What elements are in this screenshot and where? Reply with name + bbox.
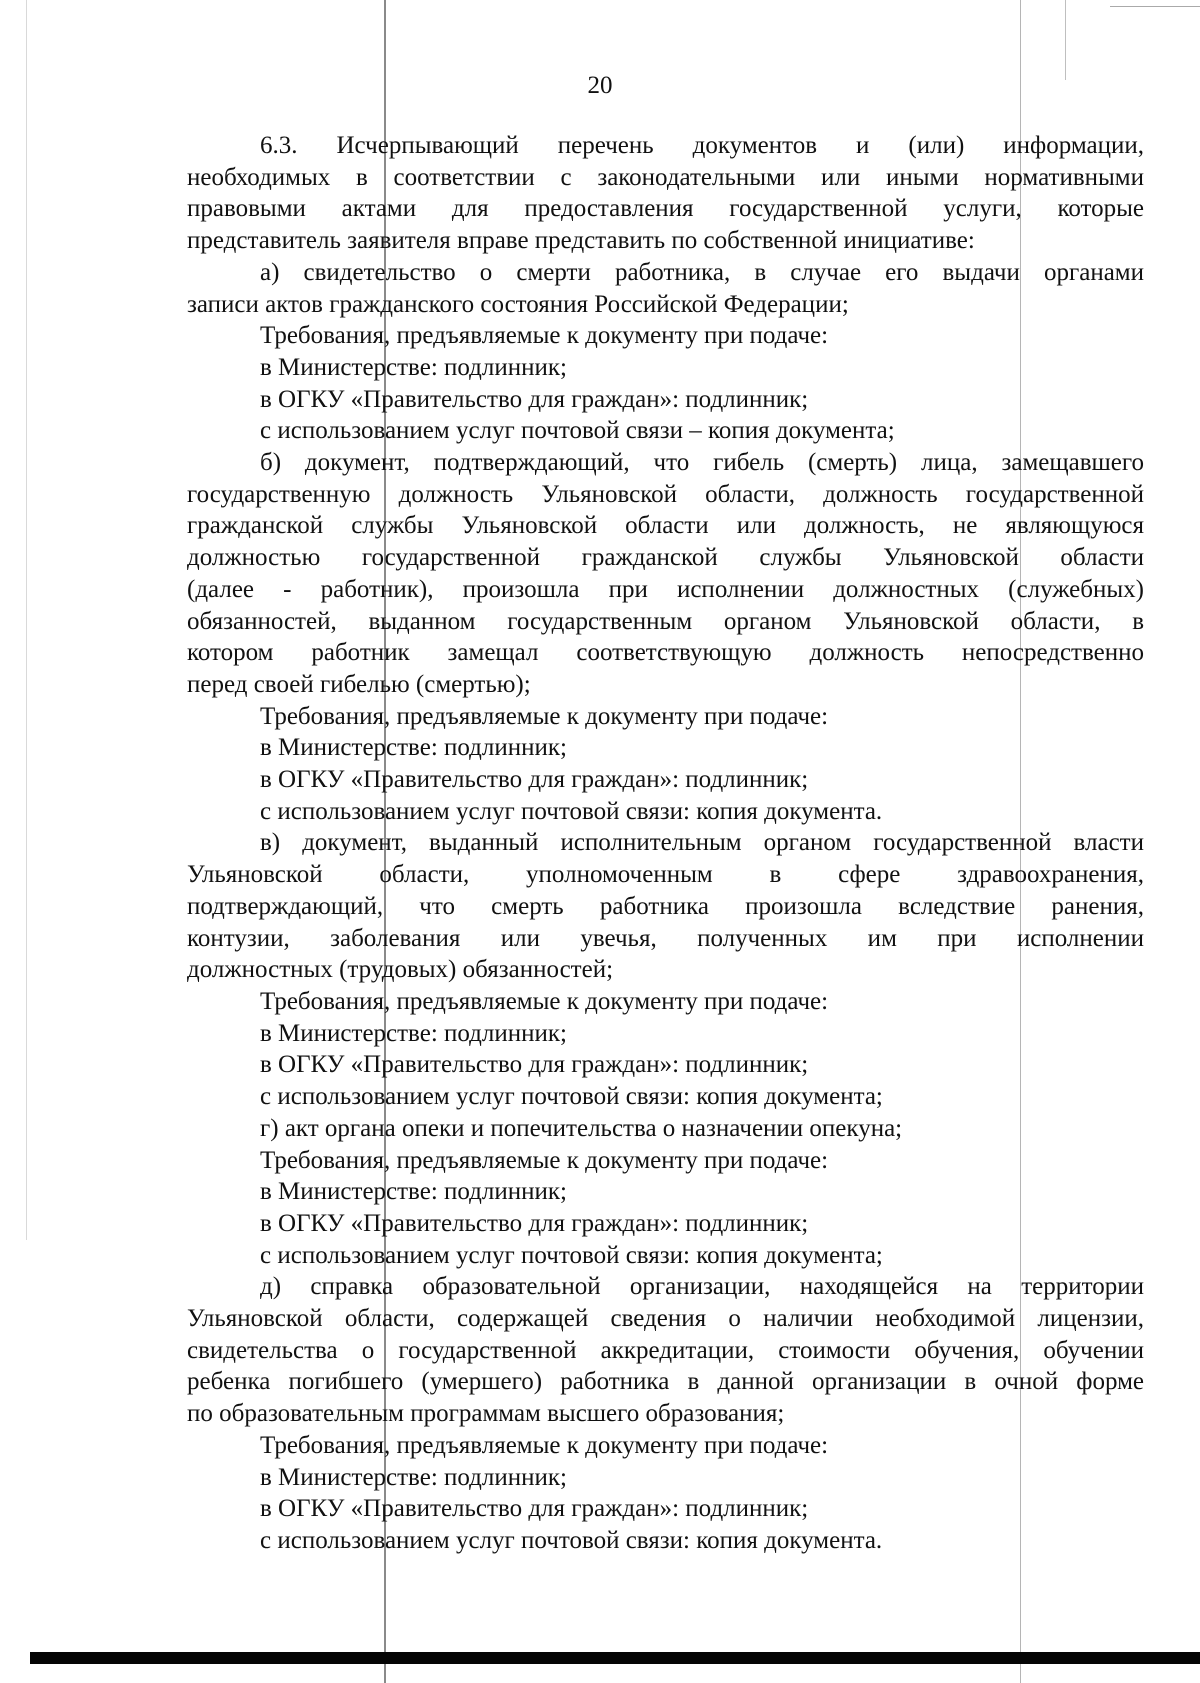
text-line: необходимых в соответствии с законодательными или иными нормативными bbox=[187, 163, 1144, 191]
text-line: Требования, предъявляемые к документу при подаче: bbox=[260, 1146, 829, 1174]
text-line: обязанностей, выданном государственным органом Ульяновской области, в bbox=[187, 607, 1144, 635]
text-line: Требования, предъявляемые к документу при подаче: bbox=[260, 1431, 829, 1459]
text-line: подтверждающий, что смерть работника произошла вследствие ранения, bbox=[187, 892, 1144, 920]
paragraph bbox=[187, 796, 1144, 828]
paragraph bbox=[187, 1018, 1144, 1050]
text-line: б) документ, подтверждающий, что гибель (смерть) лица, замещавшего bbox=[260, 449, 1144, 477]
text-line: с использованием услуг почтовой связи: копия документа; bbox=[260, 1083, 883, 1111]
text-line: Ульяновской области, содержащей сведения о наличии необходимой лицензии, bbox=[187, 1305, 1144, 1333]
page-number: 20 bbox=[587, 72, 613, 99]
text-line: государственную должность Ульяновской области, должность государственной bbox=[187, 480, 1144, 508]
text-line: контузии, заболевания или увечья, полученных им при исполнении bbox=[187, 924, 1144, 952]
paragraph bbox=[187, 1081, 1144, 1113]
paragraph bbox=[187, 1145, 1144, 1177]
paragraph bbox=[187, 1462, 1144, 1494]
text-line: с использованием услуг почтовой связи: копия документа. bbox=[260, 1526, 883, 1554]
document-body bbox=[187, 130, 1144, 1557]
text-line: в Министерстве: подлинник; bbox=[260, 1019, 567, 1047]
paragraph bbox=[187, 986, 1144, 1018]
text-line: свидетельства о государственной аккредитации, стоимости обучения, обучении bbox=[187, 1336, 1144, 1364]
text-line: в ОГКУ «Правительство для граждан»: подлинник; bbox=[260, 385, 809, 413]
text-line: в ОГКУ «Правительство для граждан»: подлинник; bbox=[260, 1495, 809, 1523]
text-line: по образовательным программам высшего образования; bbox=[187, 1400, 785, 1428]
paragraph bbox=[187, 352, 1144, 384]
paragraph bbox=[187, 1525, 1144, 1557]
text-line: (далее - работник), произошла при исполнении должностных (служебных) bbox=[187, 575, 1144, 603]
paragraph bbox=[187, 827, 1144, 986]
text-line: в ОГКУ «Правительство для граждан»: подлинник; bbox=[260, 1051, 809, 1079]
text-line: д) справка образовательной организации, находящейся на территории bbox=[260, 1273, 1144, 1301]
text-line: котором работник замещал соответствующую должность непосредственно bbox=[187, 639, 1144, 667]
text-line: в Министерстве: подлинник; bbox=[260, 734, 567, 762]
text-line: ребенка погибшего (умершего) работника в данной организации в очной форме bbox=[187, 1368, 1144, 1396]
paragraph bbox=[187, 1208, 1144, 1240]
paragraph bbox=[187, 415, 1144, 447]
text-line: Требования, предъявляемые к документу при подаче: bbox=[260, 322, 829, 350]
scan-artifact-line bbox=[1110, 6, 1200, 7]
paragraph bbox=[187, 1240, 1144, 1272]
paragraph bbox=[187, 320, 1144, 352]
text-line: гражданской службы Ульяновской области или должность, не являющуюся bbox=[187, 512, 1144, 540]
text-line: с использованием услуг почтовой связи – копия документа; bbox=[260, 417, 895, 445]
scan-artifact-line bbox=[26, 0, 27, 1240]
paragraph bbox=[187, 1271, 1144, 1430]
text-line: должностью государственной гражданской службы Ульяновской области bbox=[187, 544, 1144, 572]
scan-edge-bar bbox=[30, 1652, 1200, 1664]
text-line: с использованием услуг почтовой связи: копия документа; bbox=[260, 1241, 883, 1269]
text-line: перед своей гибелью (смертью); bbox=[187, 670, 531, 698]
text-line: Требования, предъявляемые к документу при подаче: bbox=[260, 702, 829, 730]
paragraph bbox=[187, 257, 1144, 320]
paragraph bbox=[187, 384, 1144, 416]
text-line: Требования, предъявляемые к документу при подаче: bbox=[260, 987, 829, 1015]
paragraph bbox=[187, 447, 1144, 701]
paragraph bbox=[187, 732, 1144, 764]
text-line: г) акт органа опеки и попечительства о назначении опекуна; bbox=[260, 1114, 903, 1142]
text-line: в Министерстве: подлинник; bbox=[260, 1463, 567, 1491]
text-line: 6.3. Исчерпывающий перечень документов и (или) информации, bbox=[260, 132, 1144, 159]
paragraph bbox=[187, 1113, 1144, 1145]
paragraph bbox=[187, 701, 1144, 733]
paragraph bbox=[187, 1176, 1144, 1208]
paragraph bbox=[187, 1493, 1144, 1525]
text-line: в) документ, выданный исполнительным органом государственной власти bbox=[260, 829, 1144, 857]
text-line: в ОГКУ «Правительство для граждан»: подлинник; bbox=[260, 766, 809, 794]
text-line: в Министерстве: подлинник; bbox=[260, 1178, 567, 1206]
paragraph bbox=[187, 1430, 1144, 1462]
text-line: должностных (трудовых) обязанностей; bbox=[187, 956, 614, 984]
paragraph bbox=[187, 764, 1144, 796]
text-line: в Министерстве: подлинник; bbox=[260, 353, 567, 381]
text-line: записи актов гражданского состояния Российской Федерации; bbox=[187, 290, 849, 318]
text-line: в ОГКУ «Правительство для граждан»: подлинник; bbox=[260, 1209, 809, 1237]
text-line: правовыми актами для предоставления государственной услуги, которые bbox=[187, 195, 1144, 223]
text-line: представитель заявителя вправе представить по собственной инициативе: bbox=[187, 227, 975, 255]
paragraph bbox=[187, 130, 1144, 257]
paragraph bbox=[187, 1049, 1144, 1081]
text-line: Ульяновской области, уполномоченным в сфере здравоохранения, bbox=[187, 861, 1144, 889]
scan-artifact-line bbox=[1065, 0, 1066, 80]
text-line: а) свидетельство о смерти работника, в случае его выдачи органами bbox=[260, 258, 1144, 286]
text-line: с использованием услуг почтовой связи: копия документа. bbox=[260, 797, 883, 825]
